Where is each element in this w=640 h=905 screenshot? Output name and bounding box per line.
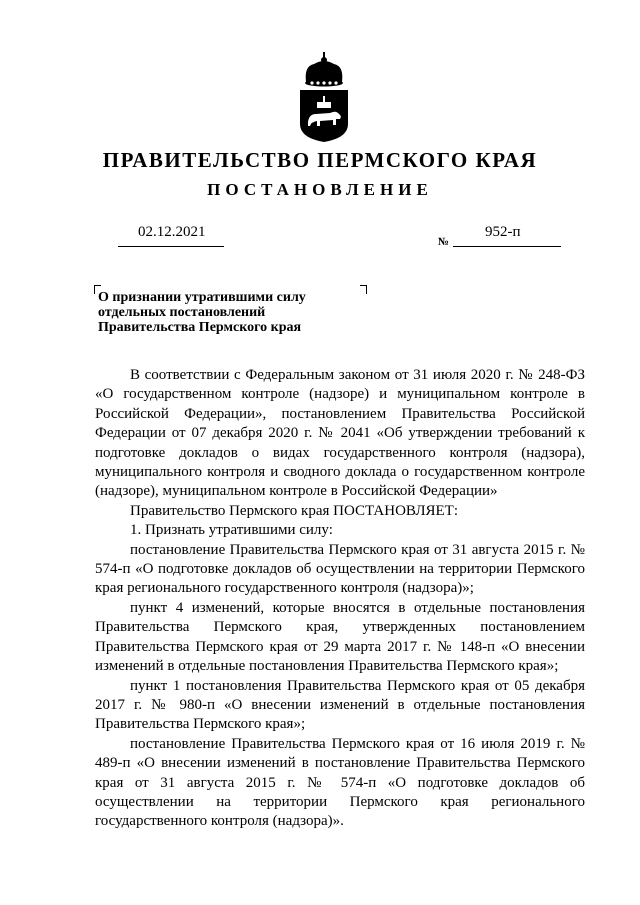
sub-item-paragraph: постановление Правительства Пермского края от 31 августа 2015 г. № 574-п «О подготовке докладов об осуществлении на территории Пермского края регионального государственного контроля (надзора)»; bbox=[95, 541, 585, 597]
decree-number: 952-п bbox=[485, 224, 521, 240]
preamble-paragraph: В соответствии с Федеральным законом от 31 июля 2020 г. № 248-ФЗ «О государственном контроле (надзоре) и муниципальном контроле в Российской Федерации», постановлением Правительства Российской Федерации от 07 декабря 2020 г. № 2041 «Об утверждении требований к подготовке докладов о видах государственного контроля (надзора), муниципального контроля и сводного доклада о государственном контроле (надзоре), муниципальном контроле в Российской Федерации» bbox=[95, 367, 585, 500]
subject-line: Правительства Пермского края bbox=[98, 320, 302, 335]
decree-subject bbox=[98, 290, 368, 335]
subject-line: отдельных постановлений bbox=[98, 305, 266, 320]
decree-body bbox=[95, 366, 585, 832]
sub-item-paragraph: пункт 4 изменений, которые вносятся в отдельные постановления Правительства Пермского края, утвержденных постановлением Правительства Пермского края от 29 марта 2017 г. № 148-п «О внесении изменений в отдельные постановления Правительства Пермского края»; bbox=[95, 599, 585, 675]
number-mark: № bbox=[438, 236, 450, 248]
government-title: ПРАВИТЕЛЬСТВО ПЕРМСКОГО КРАЯ bbox=[102, 148, 538, 172]
perm-krai-coat-of-arms-icon bbox=[296, 52, 352, 144]
document-type: ПОСТАНОВЛЕНИЕ bbox=[207, 180, 433, 199]
sub-item-paragraph: постановление Правительства Пермского края от 16 июля 2019 г. № 489-п «О внесении изменений в постановление Правительства Пермского края от 31 августа 2015 г. № 574-п «О подготовке докладов об осуществлении на территории Пермского края регионального государственного контроля (надзора)». bbox=[95, 735, 585, 830]
item-1-paragraph: 1. Признать утратившими силу: bbox=[130, 522, 333, 539]
resolves-paragraph: Правительство Пермского края ПОСТАНОВЛЯЕТ: bbox=[130, 502, 459, 519]
subject-line: О признании утратившими силу bbox=[98, 290, 306, 305]
decree-date: 02.12.2021 bbox=[138, 224, 206, 240]
number-underline bbox=[453, 246, 561, 247]
date-underline bbox=[118, 246, 224, 247]
sub-item-paragraph: пункт 1 постановления Правительства Пермского края от 05 декабря 2017 г. № 980-п «О внесении изменений в отдельные постановления Правительства Пермского края»; bbox=[95, 677, 585, 733]
